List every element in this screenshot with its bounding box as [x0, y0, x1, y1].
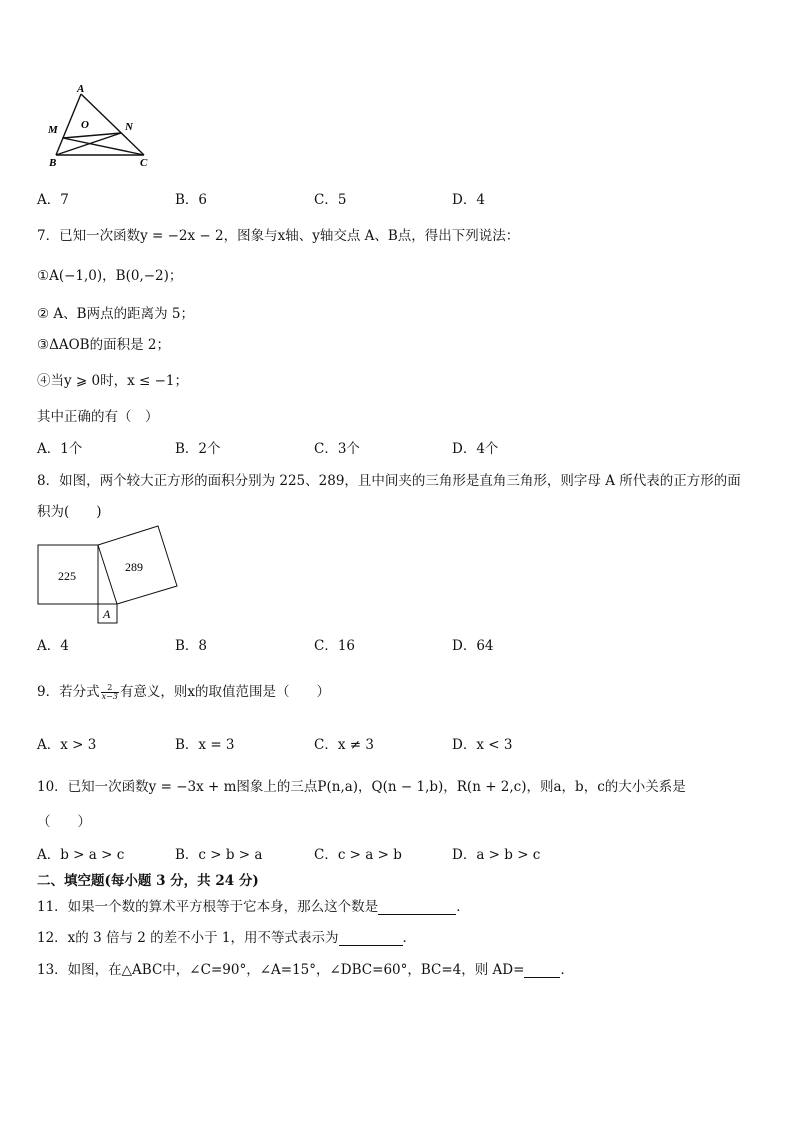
q13-end: ． — [560, 962, 574, 978]
q9-stem-after: 有意义，则x的取值范围是（ ） — [119, 684, 331, 700]
q9-stem-before: 9．若分式 — [37, 684, 100, 700]
q9-option-d: D．x < 3 — [452, 737, 513, 753]
q9-option-c: C．x ≠ 3 — [314, 737, 374, 753]
q6-option-b: B．6 — [175, 192, 208, 208]
q11 — [37, 895, 470, 915]
q7-question: 其中正确的有（ ） — [37, 409, 159, 425]
q7-stem: 7．已知一次函数y = −2x − 2，图象与x轴、y轴交点 A、B点，得出下列说法： — [37, 228, 520, 244]
square-label-289: 289 — [125, 560, 143, 574]
q6-option-c: C．5 — [314, 192, 347, 208]
q7-statement-4: ④当y ⩾ 0时，x ≤ −1； — [37, 373, 189, 389]
q10-option-a: A．b > a > c — [37, 847, 125, 863]
q8-stem-line-1: 8．如图，两个较大正方形的面积分别为 225、289，且中间夹的三角形是直角三角形，则字母 A 所代表的正方形的面 — [37, 473, 741, 489]
q7-option-b: B．2个 — [175, 441, 221, 457]
q9-stem — [37, 680, 330, 701]
label-N: N — [125, 121, 133, 133]
q12 — [37, 926, 416, 946]
label-M: M — [48, 124, 58, 136]
q10-option-b: B．c > b > a — [175, 847, 263, 863]
q7-statement-2: ② A、B两点的距离为 5； — [37, 306, 194, 322]
q11-answer-blank[interactable] — [378, 900, 456, 915]
label-B: B — [49, 157, 57, 169]
q7-statement-1: ①A(−1,0)，B(0,−2)； — [37, 268, 183, 284]
label-C: C — [140, 157, 148, 169]
q7-option-c: C．3个 — [314, 441, 360, 457]
label-A: A — [77, 83, 85, 95]
q12-text: 12．x的 3 倍与 2 的差不小于 1，用不等式表示为 — [37, 930, 339, 946]
q8-stem-line-2: 积为( ) — [37, 504, 102, 520]
square-label-225: 225 — [58, 569, 76, 583]
q8-option-a: A．4 — [37, 638, 69, 654]
q8-option-d: D．64 — [452, 638, 494, 654]
q9-fraction-denominator: x−3 — [101, 692, 118, 701]
q8-option-b: B．8 — [175, 638, 208, 654]
q9-fraction-numerator: 2 — [101, 684, 119, 693]
q9-option-a: A．x > 3 — [37, 737, 97, 753]
q6-option-a: A．7 — [37, 192, 69, 208]
q11-text: 11．如果一个数的算术平方根等于它本身，那么这个数是 — [37, 899, 379, 915]
q7-statement-3: ③ΔAOB的面积是 2； — [37, 337, 170, 353]
section-2-title: 二、填空题(每小题 3 分，共 24 分) — [37, 873, 259, 889]
q9-fraction — [101, 684, 119, 701]
q9-option-b: B．x = 3 — [175, 737, 235, 753]
q10-option-d: D．a > b > c — [452, 847, 541, 863]
q10-option-c: C．c > a > b — [314, 847, 402, 863]
q13 — [37, 958, 574, 978]
q11-end: ． — [456, 899, 470, 915]
label-O: O — [81, 119, 89, 131]
q12-end: ． — [402, 930, 417, 946]
square-label-a: A — [103, 607, 111, 621]
q7-option-d: D．4个 — [452, 441, 499, 457]
q12-answer-blank[interactable] — [339, 931, 403, 946]
q10-stem: 10．已知一次函数y = −3x + m图象上的三点P(n,a)，Q(n − 1,b)，R(n + 2,c)，则a，b，c的大小关系是 — [37, 779, 686, 795]
squares-figure-q8 — [36, 522, 181, 628]
q13-answer-blank[interactable] — [524, 963, 560, 978]
q10-paren: （ ） — [37, 814, 91, 830]
q8-option-c: C．16 — [314, 638, 356, 654]
triangle-figure-q6 — [44, 82, 164, 170]
q6-option-d: D．4 — [452, 192, 485, 208]
q7-option-a: A．1个 — [37, 441, 83, 457]
q13-text: 13．如图，在△ABC中，∠C=90°，∠A=15°，∠DBC=60°，BC=4，则 AD= — [37, 962, 525, 978]
